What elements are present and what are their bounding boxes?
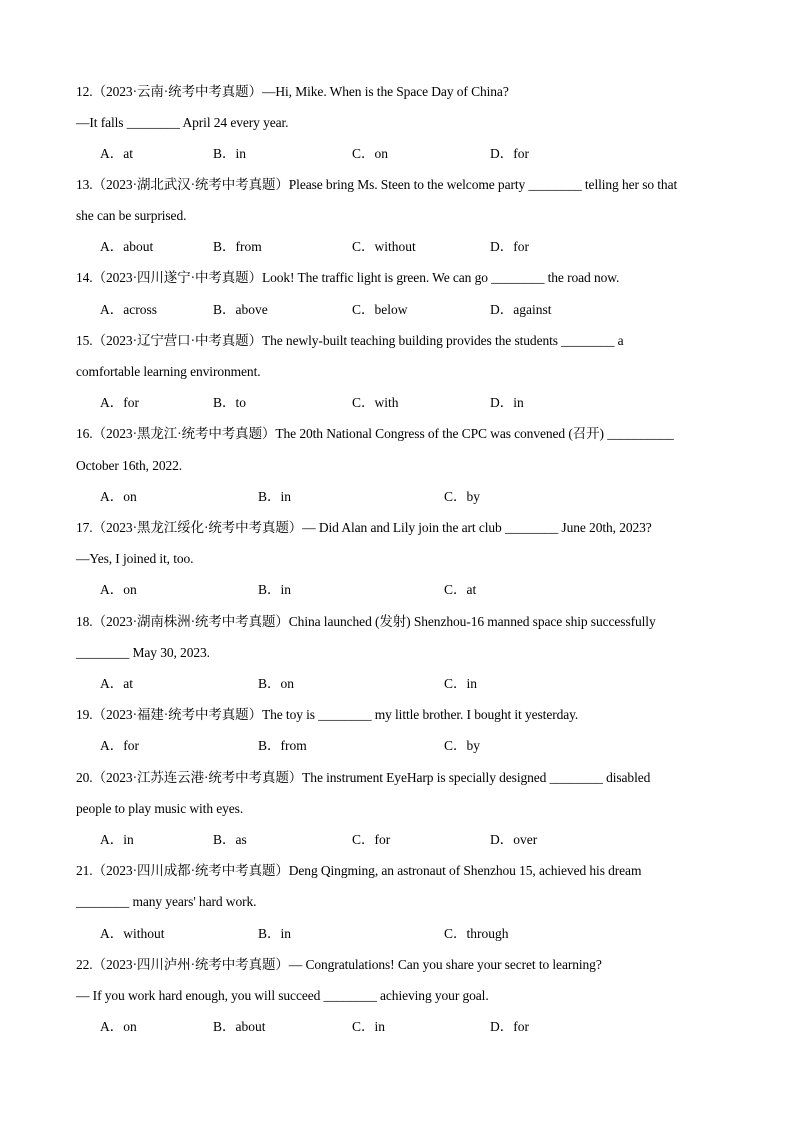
option-b[interactable]: B．above [213, 302, 268, 317]
question-15-text-line-1: 15.（2023·辽宁营口·中考真题）The newly-built teaching building provides the students ________ a [76, 333, 624, 348]
question-20-text-line-1: 20.（2023·江苏连云港·统考中考真题）The instrument EyeHarp is specially designed ________ disabled [76, 770, 651, 785]
question-19-text-line-1: 19.（2023·福建·统考中考真题）The toy is ________ my little brother. I bought it yesterday. [76, 707, 579, 722]
option-c[interactable]: C．in [352, 1019, 386, 1034]
question-15-text-line-2: comfortable learning environment. [76, 364, 261, 379]
option-c[interactable]: C．by [444, 738, 481, 753]
question-16-text-line-2: October 16th, 2022. [76, 458, 183, 473]
option-b[interactable]: B．in [258, 926, 292, 941]
option-a[interactable]: A．on [100, 1019, 137, 1034]
option-b[interactable]: B．from [258, 738, 307, 753]
question-21-text-line-2: ________ many years' hard work. [76, 894, 257, 909]
option-c[interactable]: C．with [352, 395, 399, 410]
question-13-text-line-1: 13.（2023·湖北武汉·统考中考真题）Please bring Ms. Steen to the welcome party ________ telling her so that [76, 177, 678, 192]
option-a[interactable]: A．on [100, 489, 137, 504]
question-22-text-line-1: 22.（2023·四川泸州·统考中考真题）— Congratulations! Can you share your secret to learning? [76, 957, 602, 972]
question-12-text-line-2: —It falls ________ April 24 every year. [76, 115, 289, 130]
question-14-text-line-1: 14.（2023·四川遂宁·中考真题）Look! The traffic light is green. We can go ________ the road now. [76, 270, 620, 285]
option-c[interactable]: C．by [444, 489, 481, 504]
option-c[interactable]: C．in [444, 676, 478, 691]
option-c[interactable]: C．at [444, 582, 477, 597]
question-17-text-line-2: —Yes, I joined it, too. [76, 551, 194, 566]
option-b[interactable]: B．from [213, 239, 262, 254]
option-a[interactable]: A．for [100, 738, 139, 753]
option-d[interactable]: D．over [490, 832, 538, 847]
option-c[interactable]: C．on [352, 146, 389, 161]
option-b[interactable]: B．to [213, 395, 247, 410]
option-a[interactable]: A．across [100, 302, 157, 317]
option-a[interactable]: A．on [100, 582, 137, 597]
option-a[interactable]: A．at [100, 676, 133, 691]
question-16-text-line-1: 16.（2023·黑龙江·统考中考真题）The 20th National Congress of the CPC was convened (召开) __________ [76, 426, 674, 441]
option-d[interactable]: D．for [490, 146, 529, 161]
option-d[interactable]: D．in [490, 395, 524, 410]
option-a[interactable]: A．at [100, 146, 133, 161]
option-d[interactable]: D．for [490, 239, 529, 254]
option-b[interactable]: B．about [213, 1019, 266, 1034]
question-21-text-line-1: 21.（2023·四川成都·统考中考真题）Deng Qingming, an astronaut of Shenzhou 15, achieved his dream [76, 863, 642, 878]
question-20-text-line-2: people to play music with eyes. [76, 801, 244, 816]
question-17-text-line-1: 17.（2023·黑龙江绥化·统考中考真题）— Did Alan and Lily join the art club ________ June 20th, 2023? [76, 520, 652, 535]
option-c[interactable]: C．below [352, 302, 408, 317]
option-c[interactable]: C．for [352, 832, 391, 847]
question-22-text-line-2: — If you work hard enough, you will succeed ________ achieving your goal. [76, 988, 489, 1003]
option-d[interactable]: D．for [490, 1019, 529, 1034]
option-a[interactable]: A．without [100, 926, 165, 941]
option-c[interactable]: C．without [352, 239, 416, 254]
option-b[interactable]: B．as [213, 832, 247, 847]
option-b[interactable]: B．in [258, 489, 292, 504]
option-a[interactable]: A．about [100, 239, 154, 254]
option-d[interactable]: D．against [490, 302, 552, 317]
question-18-text-line-1: 18.（2023·湖南株洲·统考中考真题）China launched (发射) Shenzhou-16 manned space ship successfully [76, 614, 656, 629]
question-13-text-line-2: she can be surprised. [76, 208, 187, 223]
question-12-text-line-1: 12.（2023·云南·统考中考真题）—Hi, Mike. When is the Space Day of China? [76, 84, 509, 99]
option-b[interactable]: B．in [258, 582, 292, 597]
option-b[interactable]: B．in [213, 146, 247, 161]
option-a[interactable]: A．for [100, 395, 139, 410]
option-c[interactable]: C．through [444, 926, 509, 941]
option-a[interactable]: A．in [100, 832, 134, 847]
question-18-text-line-2: ________ May 30, 2023. [76, 645, 210, 660]
option-b[interactable]: B．on [258, 676, 295, 691]
